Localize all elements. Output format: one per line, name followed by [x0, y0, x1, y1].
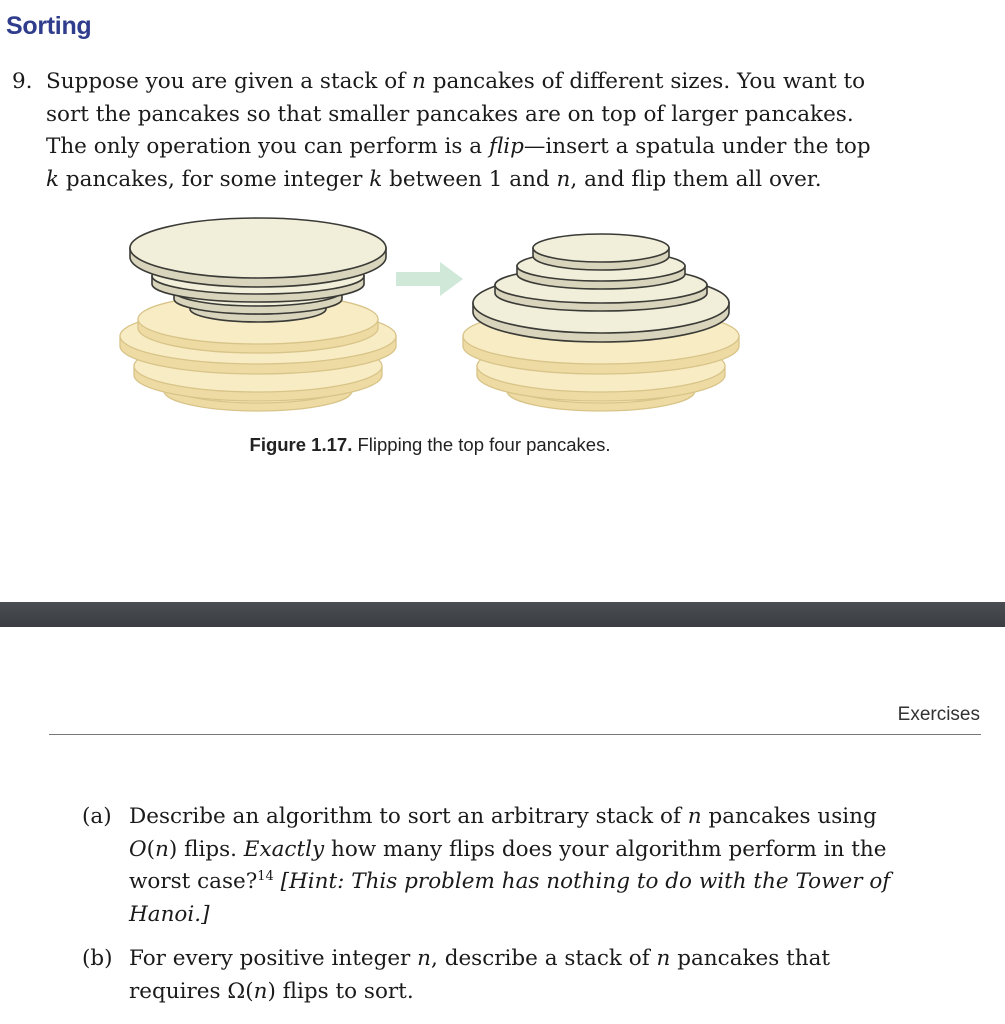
var-n: n: [155, 836, 169, 862]
subpart-b-text-2: , describe a stack of: [431, 946, 657, 971]
footnote-marker[interactable]: 14: [257, 868, 274, 884]
problem-text-5: between 1 and: [382, 166, 557, 192]
problem-text-4: pancakes, for some integer: [59, 166, 370, 192]
section-title: Sorting: [6, 12, 92, 40]
subpart-a-text-2: pancakes using: [701, 804, 877, 829]
left-flipped-pancake-1: [130, 218, 386, 287]
subpart-b-marker: (b): [82, 946, 113, 971]
header-rule: [49, 734, 981, 735]
var-n: n: [417, 946, 432, 971]
problem-text-3: —insert a spatula under the top: [523, 134, 871, 159]
subpart-b-text-4: flips to sort.: [275, 978, 414, 1004]
subpart-a-text-4: how many flips does your algorithm perform in the worst case?: [129, 836, 887, 894]
var-n: n: [687, 804, 702, 829]
problem-text: [46, 66, 872, 196]
figure-caption-text: Flipping the top four pancakes.: [352, 434, 611, 455]
problem-text-2: pancakes of different sizes. You want to sort the pancakes so that smaller pancakes are on top of larger pancakes. The only operation you can perform is a: [46, 69, 866, 159]
figure-label: Figure 1.17.: [249, 434, 353, 455]
big-o: O: [129, 836, 147, 862]
subpart-b-text-1: For every positive integer: [129, 946, 418, 971]
var-n: n: [556, 166, 571, 192]
problem-number: 9.: [12, 69, 33, 94]
subpart-b-text-3: pancakes that requires: [129, 946, 831, 1004]
figure-caption: [0, 434, 860, 456]
omega: Ω: [227, 978, 246, 1004]
hint-text: [Hint: This problem has nothing to do with the Tower of Hanoi.]: [129, 869, 891, 927]
subpart-a-text-1: Describe an algorithm to sort an arbitrary stack of: [129, 804, 688, 829]
var-k: k: [369, 166, 383, 192]
subpart-a-marker: (a): [82, 804, 112, 829]
flip-term: flip: [488, 134, 524, 159]
problem-text-1: Suppose you are given a stack of: [46, 69, 413, 94]
var-k: k: [46, 166, 60, 192]
var-n: n: [412, 69, 426, 94]
right-sorted-pancake-1: [533, 234, 669, 270]
var-n: n: [253, 978, 268, 1004]
subpart-a-text-3: flips.: [177, 836, 244, 862]
subpart-a: (a) Describe an algorithm to sort an arbitrary stack of n pancakes using O(n) flips. Exactly how many flips does your algorithm perform in the worst case?$^{14}$ [Hint: This problem has nothing to do with the Tower of Hanoi.]: [82, 801, 912, 931]
page-divider: [0, 602, 1005, 627]
problem-text-6: , and flip them all over.: [570, 166, 822, 192]
subparts: [82, 801, 912, 1020]
pancake-flip-figure: [110, 208, 750, 418]
running-head: Exercises: [897, 704, 980, 725]
arrow-icon: [396, 262, 463, 296]
problem-9: [12, 66, 872, 196]
subpart-b: (b) For every positive integer n, describe a stack of n pancakes that requires Ω(n) flips to sort.: [82, 943, 912, 1008]
exactly-emphasis: Exactly: [243, 836, 325, 862]
var-n: n: [656, 946, 671, 971]
